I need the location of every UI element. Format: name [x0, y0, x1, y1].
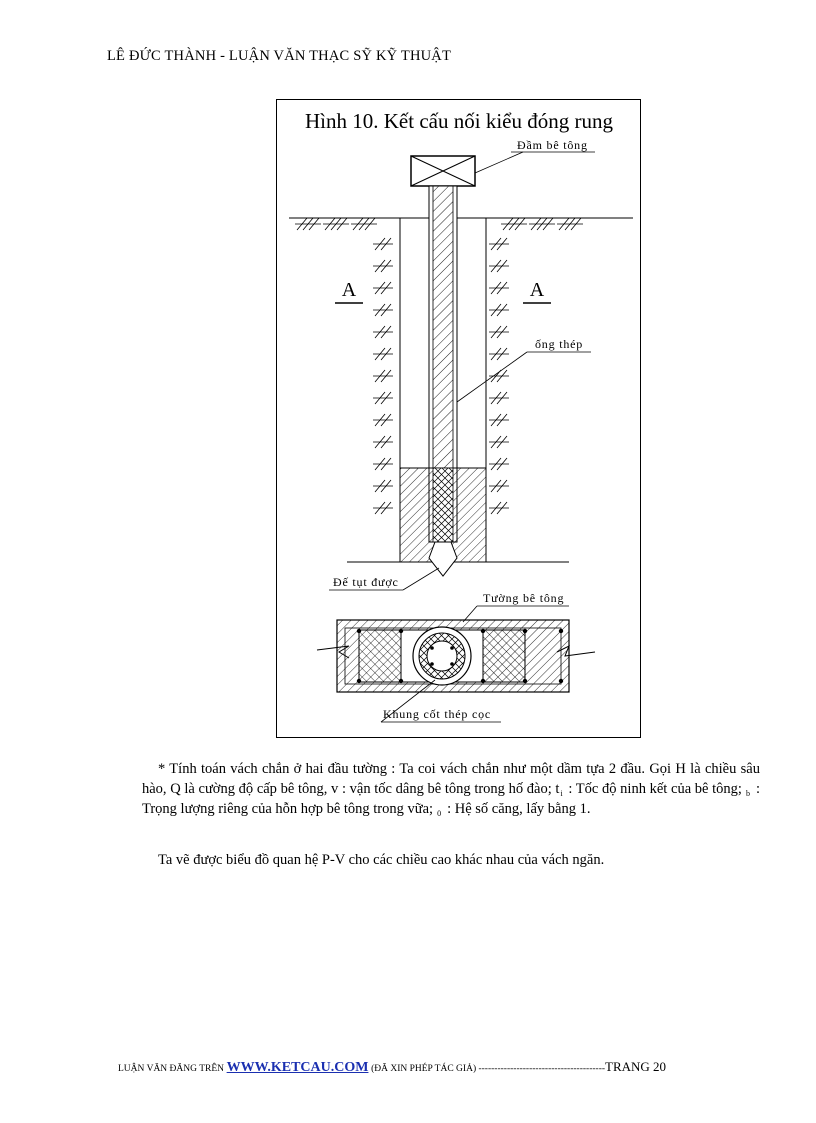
footer-middle: (ĐÃ XIN PHÉP TÁC GIẢ) ----------------------------------------	[371, 1064, 606, 1074]
plan-section	[317, 620, 595, 692]
section-mark-left: A	[341, 279, 357, 301]
label-de-tut-duoc: Đế tụt được	[333, 575, 399, 589]
subscript-0: 0	[437, 809, 442, 818]
vibrator-leader	[475, 152, 523, 173]
paragraph-2	[142, 851, 760, 871]
label-tuong-be-tong: Tường bê tông	[483, 591, 565, 605]
ground-symbols-left	[295, 218, 377, 230]
paragraph-1-d: : Hệ số căng, lấy bằng 1.	[447, 801, 591, 817]
subscript-i: i	[560, 788, 563, 798]
figure-title: Hình 10. Kết cấu nối kiểu đóng rung	[305, 109, 613, 133]
label-dam-be-tong: Đầm bê tông	[517, 138, 588, 152]
paragraph-1	[142, 760, 760, 821]
figure-frame	[276, 99, 641, 738]
footer-link[interactable]: WWW.KETCAU.COM	[226, 1060, 369, 1075]
page-footer	[118, 1059, 748, 1076]
steel-tube-core	[433, 186, 453, 468]
subscript-b: b	[745, 788, 750, 798]
page-number: TRANG 20	[605, 1059, 667, 1074]
section-mark-right: A	[529, 279, 545, 301]
page-header: LÊ ĐỨC THÀNH - LUẬN VĂN THẠC SỸ KỸ THUẬT	[107, 48, 452, 64]
tube-leader	[457, 352, 527, 402]
label-ong-thep: ống thép	[535, 337, 584, 351]
ground-symbols-right	[501, 218, 583, 230]
paragraph-1-a: * Tính toán vách chắn ở hai đầu tường : Ta coi vách chắn như một dầm tựa 2 đầu. Gọi H là chiều sâu hào, Q là cường độ cấp bê tông, v : vận tốc dâng bê tông trong hố đào; t	[142, 761, 760, 797]
detachable-shoe	[429, 542, 457, 576]
footer-prefix: LUẬN VĂN ĐĂNG TRÊN	[118, 1064, 224, 1074]
paragraph-2-text: Ta vẽ được biểu đồ quan hệ P-V cho các chiều cao khác nhau của vách ngăn.	[158, 852, 605, 868]
paragraph-1-c: : Trọng lượng riêng của hỗn hợp bê tông trong vữa;	[142, 780, 760, 817]
label-khung-cot-thep: Khung cốt thép cọc	[383, 707, 492, 721]
figure-drawing	[277, 100, 642, 739]
tube-cross-zone	[433, 468, 453, 542]
paragraph-1-b: : Tốc độ ninh kết của bê tông;	[564, 780, 742, 797]
